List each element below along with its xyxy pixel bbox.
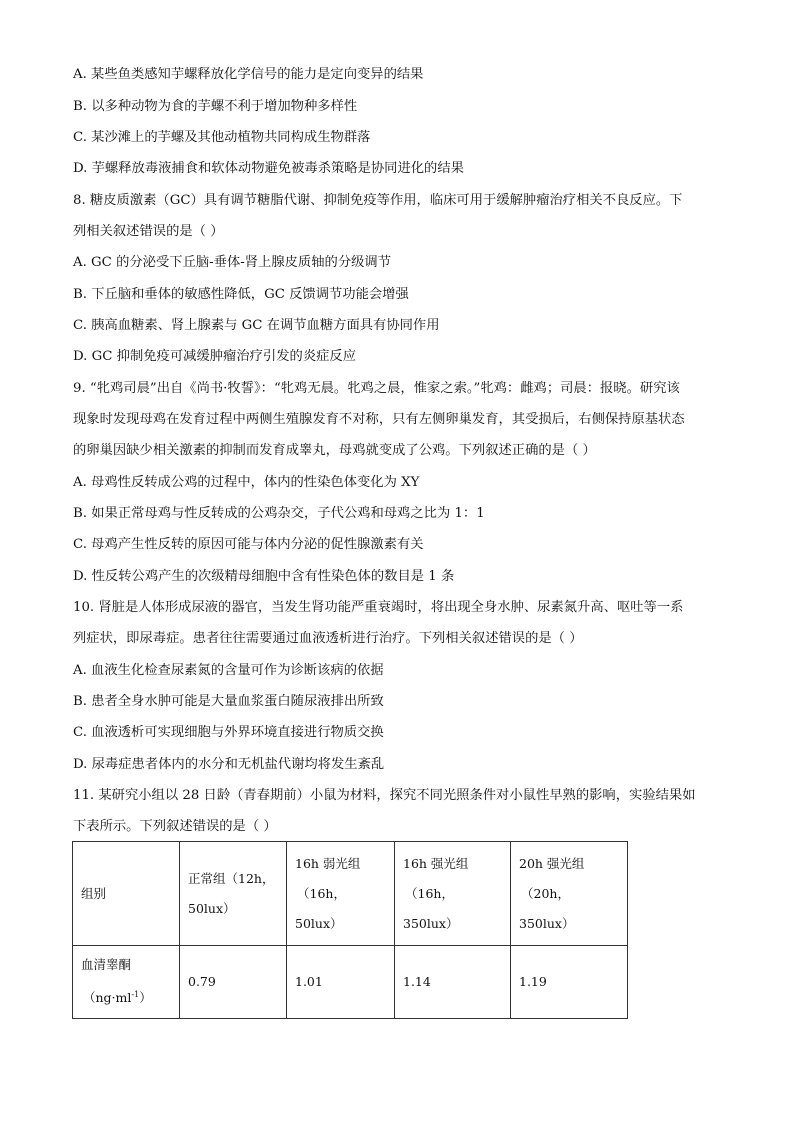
header-group-16h-strong: 16h 强光组 （16h， 350lux） bbox=[395, 842, 511, 946]
option-10c: C. 血液透析可实现细胞与外界环境直接进行物质交换 bbox=[73, 725, 384, 740]
option-7d: D. 芋螺释放毒液捕食和软体动物避免被毒杀策略是协同进化的结果 bbox=[73, 161, 464, 176]
question-11-stem-line-1: 11. 某研究小组以 28 日龄（青春期前）小鼠为材料，探究不同光照条件对小鼠性早熟的影响，实验结果如 bbox=[73, 788, 696, 803]
row-label-serum-testosterone: 血清睾酮 $(ng\cdot ml^{-1})$ bbox=[73, 946, 180, 1019]
option-7a: A. 某些鱼类感知芋螺释放化学信号的能力是定向变异的结果 bbox=[73, 67, 424, 82]
option-7b: B. 以多种动物为食的芋螺不利于增加物种多样性 bbox=[73, 99, 358, 114]
option-9c: C. 母鸡产生性反转的原因可能与体内分泌的促性腺激素有关 bbox=[73, 537, 424, 552]
table-header-row bbox=[73, 842, 628, 946]
option-9a: A. 母鸡性反转成公鸡的过程中，体内的性染色体变化为 XY bbox=[73, 475, 420, 490]
header-group-label: 组别 bbox=[73, 842, 180, 946]
table-row-testosterone bbox=[73, 946, 628, 1019]
option-8b: B. 下丘脑和垂体的敏感性降低，GC 反馈调节功能会增强 bbox=[73, 287, 409, 302]
header-group-20h-strong: 20h 强光组 （20h， 350lux） bbox=[511, 842, 628, 946]
option-10a: A. 血液生化检查尿素氮的含量可作为诊断该病的依据 bbox=[73, 663, 384, 678]
option-8d: D. GC 抑制免疫可减缓肿瘤治疗引发的炎症反应 bbox=[73, 349, 357, 364]
option-10b: B. 患者全身水肿可能是大量血浆蛋白随尿液排出所致 bbox=[73, 694, 384, 709]
question-9-stem-line-3: 的卵巢因缺少相关激素的抑制而发育成睾丸，母鸡就变成了公鸡。下列叙述正确的是（ ） bbox=[73, 443, 596, 458]
option-8c: C. 胰高血糖素、肾上腺素与 GC 在调节血糖方面具有协同作用 bbox=[73, 318, 440, 333]
question-11-stem-line-2: 下表所示。下列叙述错误的是（ ） bbox=[73, 819, 277, 834]
results-table bbox=[72, 841, 628, 1019]
option-9d: D. 性反转公鸡产生的次级精母细胞中含有性染色体的数目是 1 条 bbox=[73, 569, 455, 584]
option-9b: B. 如果正常母鸡与性反转成的公鸡杂交，子代公鸡和母鸡之比为 1：1 bbox=[73, 506, 485, 521]
question-9-stem-line-2: 现象时发现母鸡在发育过程中两侧生殖腺发育不对称，只有左侧卵巢发育，其受损后，右侧保持原基状态 bbox=[73, 412, 685, 427]
value-16h-strong: 1.14 bbox=[395, 946, 511, 1019]
question-10-stem-line-2: 列症状，即尿毒症。患者往往需要通过血液透析进行治疗。下列相关叙述错误的是（ ） bbox=[73, 631, 583, 646]
question-8-stem-line-2: 列相关叙述错误的是（ ） bbox=[73, 224, 224, 239]
header-group-normal: 正常组（12h， 50lux） bbox=[180, 842, 287, 946]
value-20h-strong: 1.19 bbox=[511, 946, 628, 1019]
option-7c: C. 某沙滩上的芋螺及其他动植物共同构成生物群落 bbox=[73, 130, 371, 145]
option-10d: D. 尿毒症患者体内的水分和无机盐代谢均将发生紊乱 bbox=[73, 757, 385, 772]
value-16h-weak: 1.01 bbox=[287, 946, 395, 1019]
value-normal: 0.79 bbox=[180, 946, 287, 1019]
option-8a: A. GC 的分泌受下丘脑-垂体-肾上腺皮质轴的分级调节 bbox=[73, 255, 392, 270]
question-9-stem-line-1: 9. “牝鸡司晨”出自《尚书·牧誓》：“牝鸡无晨。牝鸡之晨，惟家之索。”牝鸡：雌鸡；司晨：报晓。研究该 bbox=[73, 381, 680, 396]
question-8-stem-line-1: 8. 糖皮质激素（GC）具有调节糖脂代谢、抑制免疫等作用，临床可用于缓解肿瘤治疗相关不良反应。下 bbox=[73, 193, 683, 208]
question-10-stem-line-1: 10. 肾脏是人体形成尿液的器官，当发生肾功能严重衰竭时，将出现全身水肿、尿素氮升高、呕吐等一系 bbox=[73, 600, 684, 615]
header-group-16h-weak: 16h 弱光组 （16h， 50lux） bbox=[287, 842, 395, 946]
